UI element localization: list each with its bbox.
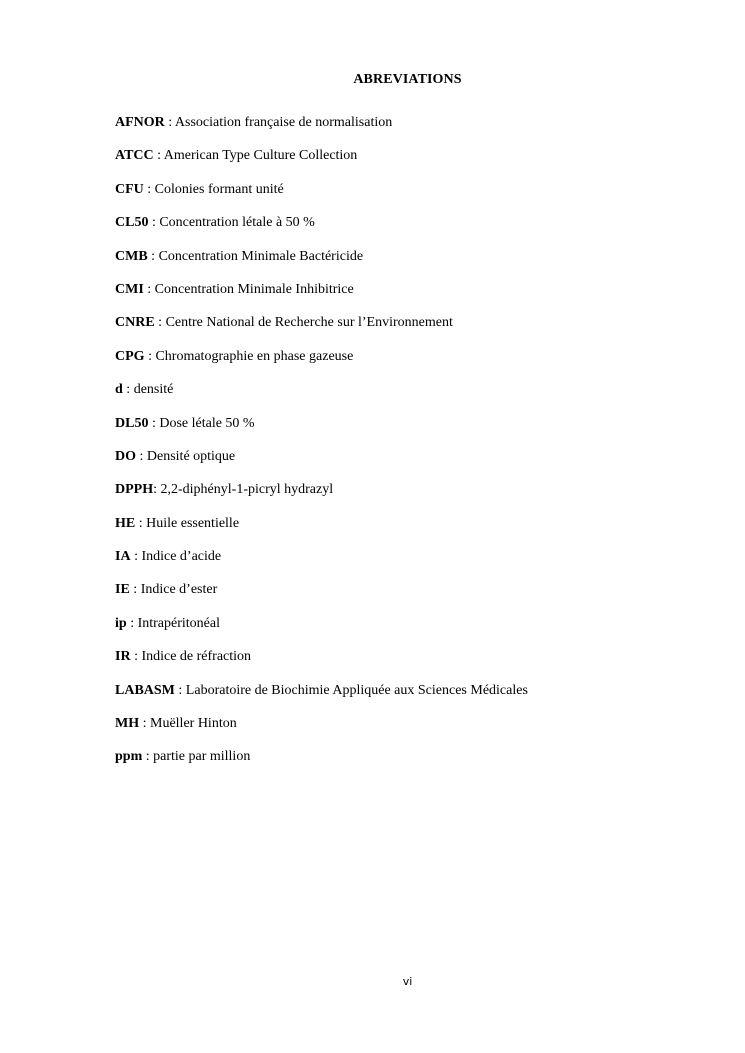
abbreviation-separator: : (147, 248, 159, 264)
abbreviation-term: IR (115, 649, 131, 665)
abbreviation-item (115, 448, 528, 481)
abbreviation-definition: Dose létale 50 % (159, 415, 255, 431)
abbreviation-term: IA (115, 549, 131, 565)
abbreviation-item (115, 481, 528, 514)
abbreviation-term: ip (115, 615, 127, 631)
abbreviation-separator: : (122, 382, 134, 398)
page-number: vi (402, 975, 413, 988)
abbreviation-term: AFNOR (115, 115, 165, 130)
abbreviation-definition: Huile essentielle (146, 515, 240, 531)
abbreviation-item (115, 214, 528, 247)
abbreviation-definition: Concentration létale à 50 % (159, 215, 315, 231)
abbreviation-item (115, 682, 528, 715)
abbreviation-term: d (115, 382, 123, 398)
abbreviation-definition: American Type Culture Collection (163, 148, 358, 164)
abbreviation-item (115, 415, 528, 448)
abbreviation-term: CNRE (115, 315, 155, 331)
abbreviation-definition: Intrapéritonéal (137, 615, 220, 631)
abbreviation-definition: Indice d’acide (141, 549, 222, 565)
abbreviation-separator: : (126, 615, 138, 631)
abbreviation-item (115, 715, 528, 748)
abbreviation-term: CL50 (115, 215, 149, 231)
abbreviation-item (115, 648, 528, 681)
abbreviation-term: CFU (115, 181, 144, 197)
abbreviation-item (115, 114, 528, 147)
abbreviation-definition: Association française de normalisation (174, 115, 393, 130)
abbreviation-definition: Indice de réfraction (141, 649, 252, 665)
abbreviation-separator: : (130, 649, 142, 665)
abbreviation-separator: : (142, 749, 154, 765)
abbreviation-separator: : (130, 549, 142, 565)
abbreviation-term: LABASM (115, 682, 175, 698)
abbreviation-term: DL50 (115, 415, 149, 431)
abbreviation-separator: : (143, 181, 155, 197)
abbreviation-definition: Indice d’ester (140, 582, 218, 598)
abbreviation-list (115, 114, 528, 782)
abbreviation-item (115, 581, 528, 614)
abbreviation-separator: : (148, 415, 160, 431)
abbreviation-term: MH (115, 716, 140, 732)
abbreviation-separator: : (153, 148, 164, 164)
page-title: ABREVIATIONS (353, 72, 462, 87)
abbreviation-definition: Muëller Hinton (150, 716, 237, 732)
abbreviation-separator: : (154, 315, 166, 331)
abbreviation-item (115, 248, 528, 281)
abbreviation-term: CMB (115, 248, 148, 264)
abbreviation-definition: Chromatographie en phase gazeuse (155, 348, 354, 364)
abbreviation-definition: Concentration Minimale Inhibitrice (154, 281, 354, 297)
abbreviation-separator: : (153, 482, 161, 498)
abbreviation-definition: 2,2-diphényl-1-picryl hydrazyl (160, 482, 334, 498)
abbreviation-term: IE (115, 582, 130, 598)
abbreviation-item (115, 381, 528, 414)
abbreviation-item (115, 147, 528, 180)
abbreviation-separator: : (148, 215, 160, 231)
abbreviation-definition: Colonies formant unité (154, 181, 284, 197)
abbreviation-item (115, 748, 528, 781)
abbreviation-item (115, 548, 528, 581)
abbreviation-item (115, 515, 528, 548)
abbreviation-term: HE (115, 515, 136, 531)
abbreviation-term: CMI (115, 281, 144, 297)
abbreviation-definition: Densité optique (146, 448, 236, 464)
abbreviation-item (115, 348, 528, 381)
abbreviation-separator: : (164, 115, 175, 130)
abbreviation-term: DPPH (115, 482, 154, 498)
abbreviation-term: ATCC (115, 148, 154, 164)
abbreviation-item (115, 314, 528, 347)
abbreviation-item (115, 281, 528, 314)
abbreviation-separator: : (143, 281, 155, 297)
abbreviation-term: CPG (115, 348, 145, 364)
abbreviation-separator: : (135, 515, 147, 531)
abbreviation-item (115, 615, 528, 648)
abbreviation-separator: : (144, 348, 156, 364)
abbreviation-separator: : (129, 582, 141, 598)
abbreviation-item (115, 181, 528, 214)
abbreviation-term: ppm (115, 749, 143, 765)
abbreviation-definition: Concentration Minimale Bactéricide (158, 248, 364, 264)
abbreviation-term: DO (115, 448, 136, 464)
abbreviation-separator: : (136, 448, 147, 464)
abbreviation-definition: Centre National de Recherche sur l’Environnement (165, 315, 453, 331)
abbreviation-definition: partie par million (153, 749, 251, 765)
abbreviation-separator: : (139, 716, 150, 732)
abbreviation-definition: Laboratoire de Biochimie Appliquée aux Sciences Médicales (185, 682, 528, 698)
abbreviation-separator: : (174, 682, 186, 698)
abbreviation-definition: densité (133, 382, 174, 398)
